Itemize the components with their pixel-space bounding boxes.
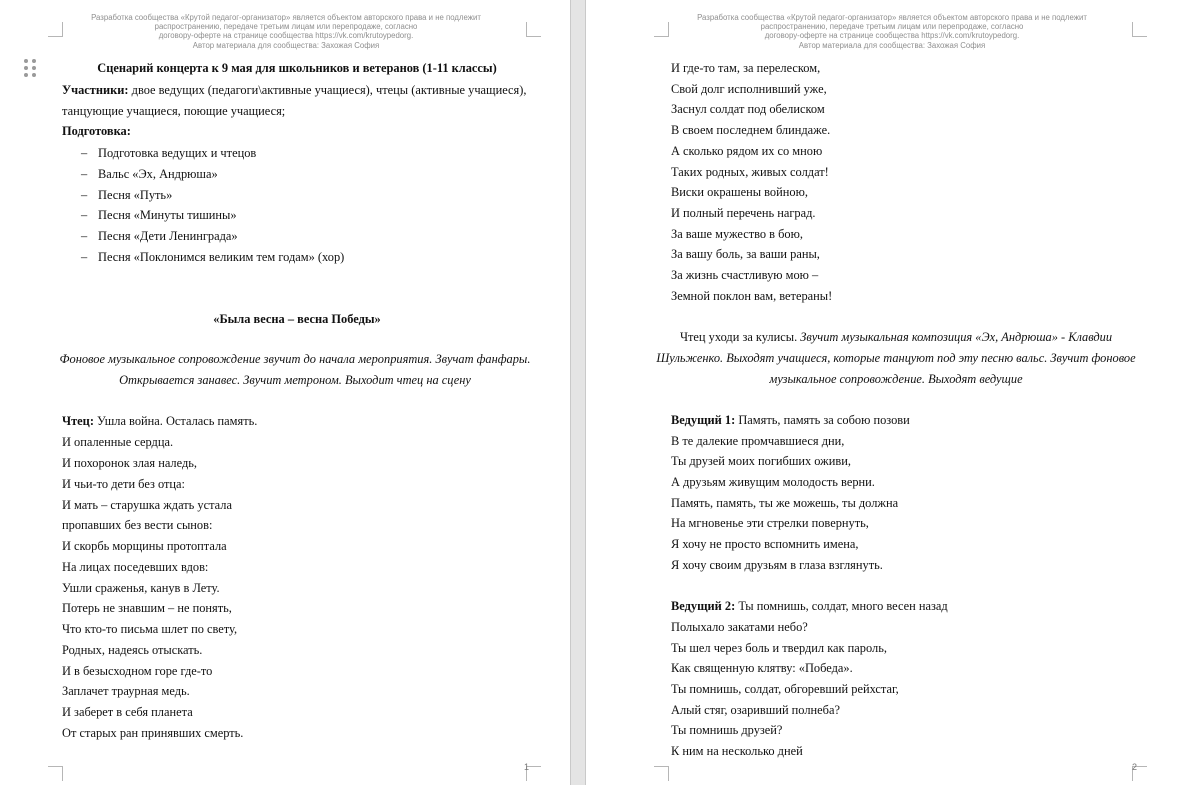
stage-direction-line: Фоновое музыкальное сопровождение звучит до начала мероприятия. Звучат фанфары. <box>59 352 531 366</box>
poem-line: И чьи-то дети без отца: <box>62 477 185 491</box>
participants-text-cont: танцующие учащиеся, поющие учащиеся; <box>62 104 286 118</box>
poem-line: Полыхало закатами небо? <box>671 620 808 634</box>
item-text: Песня «Путь» <box>98 188 173 202</box>
item-text: Песня «Минуты тишины» <box>98 208 237 222</box>
poem-line: Память, память, ты же можешь, ты должна <box>671 496 899 510</box>
poem-line: Земной поклон вам, ветераны! <box>671 289 833 303</box>
poem-line: За ваше мужество в бою, <box>671 227 803 241</box>
host2-line <box>671 599 948 614</box>
poem-line: И опаленные сердца. <box>62 435 174 449</box>
poem-line: Заснул солдат под обелиском <box>671 102 825 116</box>
document-page-1 <box>0 0 570 785</box>
preparation-item <box>81 188 173 203</box>
poem-line: Родных, надеясь отыскать. <box>62 643 203 657</box>
poem-line: Ушли сраженья, канув в Лету. <box>62 581 220 595</box>
bullet-dash: – <box>81 208 88 222</box>
header-line: Разработка сообщества «Крутой педагог-организатор» является объектом авторского права и не подлежит <box>697 13 1087 22</box>
preparation-label: Подготовка: <box>62 124 131 138</box>
stage-direction-line: Шульженко. Выходят учащиеся, которые танцуют под эту песню вальс. Звучит фоновое <box>656 351 1136 365</box>
header-line: распространению, передаче третьим лицам или перепродаже, согласно <box>760 22 1024 32</box>
preparation-item <box>81 208 237 223</box>
header-line: Автор материала для сообщества: Захожая София <box>192 40 380 50</box>
poem-line: На мгновенье эти стрелки повернуть, <box>671 516 869 530</box>
poem-line: Ты шел через боль и твердил как пароль, <box>671 641 887 655</box>
crop-mark-top-right <box>1132 22 1147 37</box>
bullet-dash: – <box>81 146 88 160</box>
bullet-dash: – <box>81 250 88 264</box>
item-text: Песня «Поклонимся великим тем годам» (хор) <box>98 250 345 264</box>
poem-line: Что кто-то письма шлет по свету, <box>62 622 238 636</box>
poem-line: К ним на несколько дней <box>671 744 803 758</box>
page-number: 2 <box>1132 762 1138 772</box>
direction-plain: Чтец уходи за кулисы. <box>679 330 801 344</box>
poem-line: Виски окрашены войною, <box>671 185 808 199</box>
reader-label: Чтец: <box>62 414 94 428</box>
participants-label: Участники: <box>62 83 129 97</box>
poem-line: Таких родных, живых солдат! <box>671 165 829 179</box>
bullet-dash: – <box>81 188 88 202</box>
item-text: Вальс «Эх, Андрюша» <box>98 167 218 181</box>
preparation-item <box>81 146 257 161</box>
copyright-header <box>76 13 496 50</box>
poem-line: За вашу боль, за ваши раны, <box>671 247 820 261</box>
poem-line: пропавших без вести сынов: <box>62 518 213 532</box>
poem-line: Заплачет траурная медь. <box>62 684 190 698</box>
poem-line: На лицах поседевших вдов: <box>62 560 209 574</box>
poem-line: А друзьям живущим молодость верни. <box>671 475 875 489</box>
poem-line: И мать – старушка ждать устала <box>62 498 232 512</box>
copyright-header <box>682 13 1102 50</box>
stage-direction-line: музыкальное сопровождение. Выходят ведущие <box>769 372 1023 386</box>
reader-line <box>62 414 257 429</box>
host1-label: Ведущий 1: <box>671 413 736 427</box>
header-line: Разработка сообщества «Крутой педагог-организатор» является объектом авторского права и не подлежит <box>91 13 481 22</box>
document-title: Сценарий концерта к 9 мая для школьников и ветеранов (1-11 классы) <box>97 61 497 75</box>
page-gutter <box>570 0 586 785</box>
poem-line: И заберет в себя планета <box>62 705 193 719</box>
direction-italic: Звучит музыкальная композиция «Эх, Андрюша» - Клавдии <box>800 330 1113 344</box>
host2-label: Ведущий 2: <box>671 599 736 613</box>
bullet-dash: – <box>81 229 88 243</box>
poem-line: А сколько рядом их со мною <box>671 144 823 158</box>
host1-text: Память, память за собою позови <box>735 413 910 427</box>
crop-mark-bottom-left <box>48 766 63 781</box>
crop-mark-top-left <box>654 22 669 37</box>
poem-line: В своем последнем блиндаже. <box>671 123 831 137</box>
poem-line: Алый стяг, озаривший полнеба? <box>671 703 840 717</box>
preparation-item <box>81 167 218 182</box>
poem-line: В те далекие промчавшиеся дни, <box>671 434 845 448</box>
header-line: договору-оферте на странице сообщества https://vk.com/krutoypedorg. <box>764 31 1020 41</box>
poem-line: От старых ран принявших смерть. <box>62 726 244 740</box>
header-line: распространению, передаче третьим лицам или перепродаже, согласно <box>154 22 418 32</box>
crop-mark-top-left <box>48 22 63 37</box>
drag-handle-icon[interactable] <box>24 59 36 77</box>
poem-line: И полный перечень наград. <box>671 206 816 220</box>
preparation-item <box>81 229 238 244</box>
poem-line: Свой долг исполнивший уже, <box>671 82 827 96</box>
poem-line: Ты помнишь друзей? <box>671 723 783 737</box>
item-text: Подготовка ведущих и чтецов <box>98 146 257 160</box>
section-title: «Была весна – весна Победы» <box>213 312 381 326</box>
poem-line: Потерь не знавшим – не понять, <box>62 601 232 615</box>
bullet-dash: – <box>81 167 88 181</box>
document-page-2 <box>586 0 1178 785</box>
header-line: Автор материала для сообщества: Захожая София <box>798 40 986 50</box>
poem-line: Я хочу своим друзьям в глаза взглянуть. <box>671 558 883 572</box>
poem-line: Ты помнишь, солдат, обгоревший рейхстаг, <box>671 682 899 696</box>
poem-line: Я хочу не просто вспомнить имена, <box>671 537 859 551</box>
preparation-item <box>81 250 345 265</box>
participants-line <box>62 83 526 98</box>
crop-mark-bottom-left <box>654 766 669 781</box>
poem-line: И в безысходном горе где-то <box>62 664 213 678</box>
participants-text: двое ведущих (педагоги\активные учащиеся), чтецы (активные учащиеся), <box>128 83 527 97</box>
host1-line <box>671 413 910 428</box>
poem-line: И похоронок злая наледь, <box>62 456 198 470</box>
host2-text: Ты помнишь, солдат, много весен назад <box>735 599 948 613</box>
stage-direction-line <box>646 330 1146 345</box>
stage-direction-line: Открывается занавес. Звучит метроном. Выходит чтец на сцену <box>119 373 471 387</box>
reader-text: Ушла война. Осталась память. <box>93 414 258 428</box>
crop-mark-top-right <box>526 22 541 37</box>
header-line: договору-оферте на странице сообщества https://vk.com/krutoypedorg. <box>158 31 414 41</box>
poem-line: И где-то там, за перелеском, <box>671 61 821 75</box>
poem-line: Ты друзей моих погибших оживи, <box>671 454 851 468</box>
poem-line: И скорбь морщины протоптала <box>62 539 227 553</box>
item-text: Песня «Дети Ленинграда» <box>98 229 238 243</box>
poem-line: Как священную клятву: «Победа». <box>671 661 853 675</box>
page-number: 1 <box>524 762 530 772</box>
poem-line: За жизнь счастливую мою – <box>671 268 819 282</box>
